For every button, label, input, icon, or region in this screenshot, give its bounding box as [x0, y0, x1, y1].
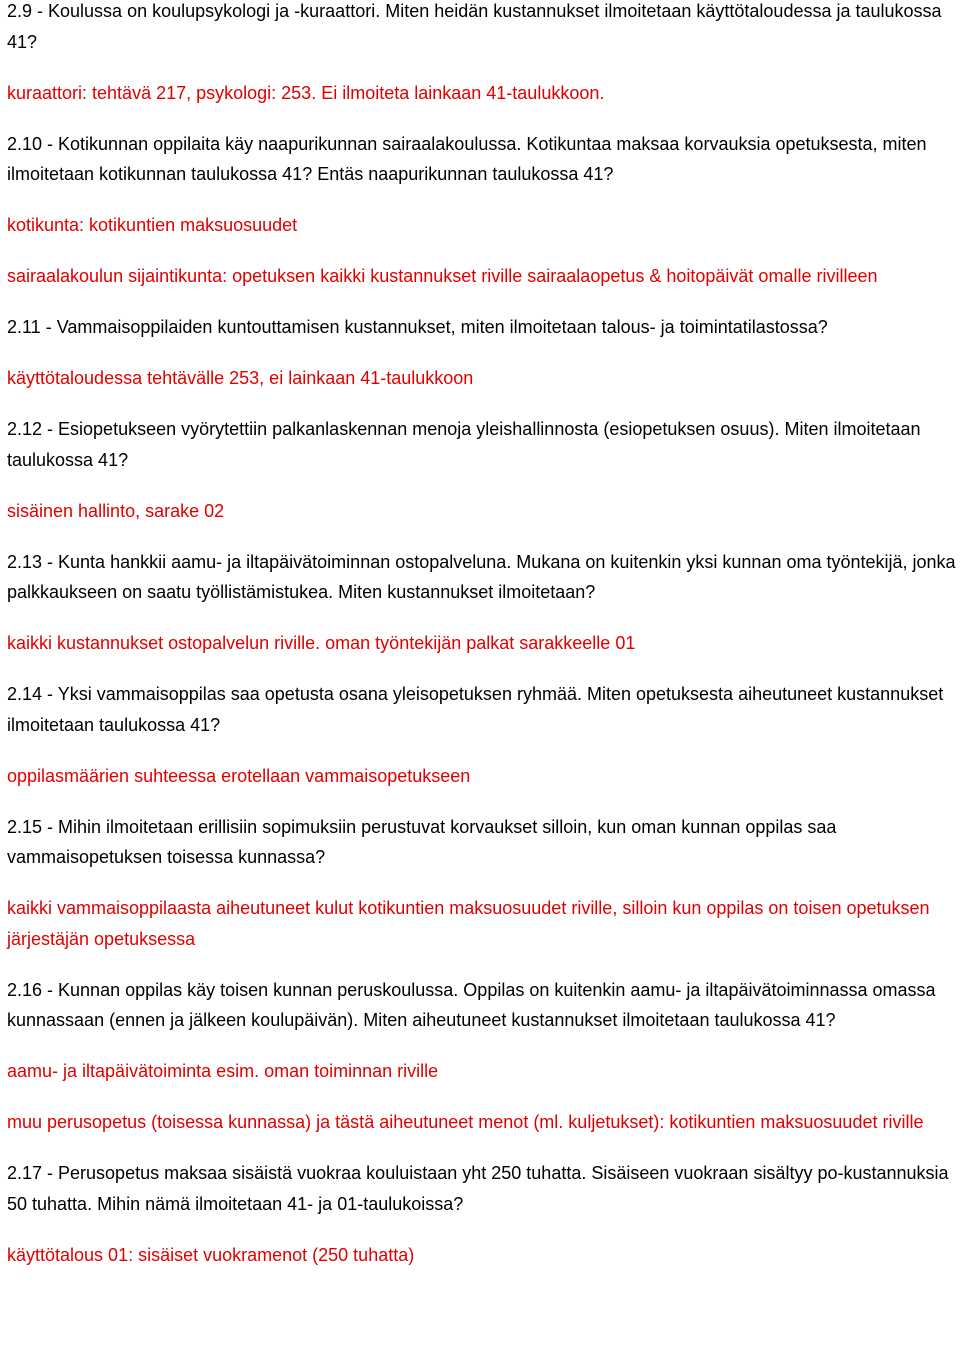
question-2-14: 2.14 - Yksi vammaisoppilas saa opetusta osana yleisopetuksen ryhmää. Miten opetuksesta aiheutuneet kustannukset ilmoitetaan taulukossa 41? [7, 684, 944, 735]
answer-2-17: käyttötalous 01: sisäiset vuokramenot (250 tuhatta) [7, 1244, 415, 1265]
answer-2-10-sijaintikunta: sairaalakoulun sijaintikunta: opetuksen kaikki kustannukset riville sairaalaopetus & hoitopäivät omalle rivilleen [7, 266, 878, 286]
question-2-15: 2.15 - Mihin ilmoitetaan erillisiin sopimuksiin perustuvat korvaukset silloin, kun oman kunnan oppilas saa vammaisopetuksen toisessa kunnassa? [7, 816, 837, 867]
answer-2-9: kuraattori: tehtävä 217, psykologi: 253. Ei ilmoiteta lainkaan 41-taulukkoon. [7, 82, 605, 103]
question-2-17: 2.17 - Perusopetus maksaa sisäistä vuokraa kouluistaan yht 250 tuhatta. Sisäiseen vuokraan sisältyy po-kustannuksia 50 tuhatta. Mihin nämä ilmoitetaan 41- ja 01-taulukoissa? [7, 1163, 949, 1214]
answer-2-12: sisäinen hallinto, sarake 02 [7, 500, 225, 521]
question-2-11: 2.11 - Vammaisoppilaiden kuntouttamisen kustannukset, miten ilmoitetaan talous- ja toimintatilastossa? [7, 317, 828, 337]
question-2-13: 2.13 - Kunta hankkii aamu- ja iltapäivätoiminnan ostopalveluna. Mukana on kuitenkin yksi kunnan oma työntekijä, jonka palkkaukseen on saatu työllistämistukea. Miten kustannukset ilmoitetaan? [7, 551, 956, 602]
document-page [7, 0, 957, 1291]
answer-2-11: käyttötaloudessa tehtävälle 253, ei lainkaan 41-taulukkoon [7, 368, 474, 388]
question-2-12: 2.12 - Esiopetukseen vyörytettiin palkanlaskennan menoja yleishallinnosta (esiopetuksen osuus). Miten ilmoitetaan taulukossa 41? [7, 419, 921, 470]
answer-2-16-aamu: aamu- ja iltapäivätoiminta esim. oman toiminnan riville [7, 1061, 439, 1081]
answer-2-14: oppilasmäärien suhteessa erotellaan vammaisopetukseen [7, 765, 471, 786]
question-2-10: 2.10 - Kotikunnan oppilaita käy naapurikunnan sairaalakoulussa. Kotikuntaa maksaa korvauksia opetuksesta, miten ilmoitetaan kotikunnan taulukossa 41? Entäs naapurikunnan taulukossa 41? [7, 133, 927, 184]
answer-2-15: kaikki vammaisoppilaasta aiheutuneet kulut kotikuntien maksuosuudet riville, silloin kun oppilas on toisen opetuksen järjestäjän opetuksessa [7, 898, 930, 949]
answer-2-16-muu: muu perusopetus (toisessa kunnassa) ja tästä aiheutuneet menot (ml. kuljetukset): kotikuntien maksuosuudet riville [7, 1112, 924, 1132]
answer-2-13: kaikki kustannukset ostopalvelun riville. oman työntekijän palkat sarakkeelle 01 [7, 633, 636, 653]
question-2-16: 2.16 - Kunnan oppilas käy toisen kunnan peruskoulussa. Oppilas on kuitenkin aamu- ja iltapäivätoiminnassa omassa kunnassaan (ennen ja jälkeen koulupäivän). Miten aiheutuneet kustannukset ilmoitetaan taulukossa 41? [7, 979, 936, 1030]
answer-2-10-kotikunta: kotikunta: kotikuntien maksuosuudet [7, 215, 298, 235]
question-2-9: 2.9 - Koulussa on koulupsykologi ja -kuraattori. Miten heidän kustannukset ilmoitetaan käyttötaloudessa ja taulukossa 41? [7, 1, 942, 52]
